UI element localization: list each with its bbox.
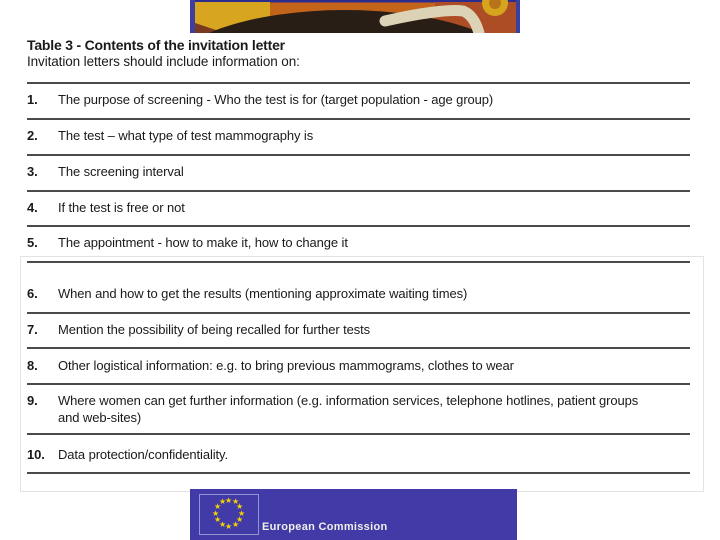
divider — [27, 118, 690, 120]
eu-star-icon: ★ — [212, 509, 220, 518]
list-item-8 — [27, 357, 703, 374]
divider — [27, 312, 690, 314]
divider — [27, 261, 690, 263]
item-number: 8. — [27, 358, 38, 373]
eu-star-icon: ★ — [214, 515, 222, 524]
european-commission-banner — [190, 489, 517, 540]
eu-star-icon: ★ — [214, 502, 222, 511]
eu-star-icon: ★ — [232, 497, 240, 506]
item-number: 4. — [27, 200, 38, 215]
list-item-6 — [27, 285, 703, 302]
eu-star-icon: ★ — [238, 509, 246, 518]
item-number: 10. — [27, 447, 45, 462]
table-subtitle: Invitation letters should include information on: — [27, 54, 300, 69]
item-text: Mention the possibility of being recalled for further tests — [58, 322, 371, 337]
list-item-9 — [27, 392, 703, 426]
divider — [27, 154, 690, 156]
item-number: 6. — [27, 286, 38, 301]
divider — [27, 347, 690, 349]
item-number: 5. — [27, 235, 38, 250]
european-commission-label: European Commission — [262, 521, 388, 533]
list-item-1 — [27, 91, 703, 108]
list-item-2 — [27, 127, 703, 144]
divider — [27, 190, 690, 192]
item-number: 1. — [27, 92, 38, 107]
item-text: If the test is free or not — [58, 200, 185, 215]
item-number: 3. — [27, 164, 38, 179]
item-text: Where women can get further information (e.g. information services, telephone hotlines, patient groups and web-sites) — [58, 393, 639, 425]
list-item-5 — [27, 234, 703, 251]
item-text: The purpose of screening - Who the test is for (target population - age group) — [58, 92, 494, 107]
item-text: Data protection/confidentiality. — [58, 447, 228, 462]
table-title: Table 3 - Contents of the invitation letter — [27, 37, 285, 53]
eu-star-icon: ★ — [236, 502, 244, 511]
item-text: Other logistical information: e.g. to bring previous mammograms, clothes to wear — [58, 358, 514, 373]
item-number: 7. — [27, 322, 38, 337]
eu-star-icon: ★ — [219, 497, 227, 506]
item-number: 9. — [27, 393, 38, 408]
cover-art-banner — [190, 0, 520, 33]
item-text: The screening interval — [58, 164, 184, 179]
item-text: The test – what type of test mammography is — [58, 128, 314, 143]
list-item-4 — [27, 199, 703, 216]
divider — [27, 472, 690, 474]
cover-art-image — [195, 0, 516, 33]
eu-star-icon: ★ — [225, 496, 233, 505]
eu-star-icon: ★ — [232, 520, 240, 529]
list-item-7 — [27, 321, 703, 338]
item-text: When and how to get the results (mentioning approximate waiting times) — [58, 286, 468, 301]
eu-star-icon: ★ — [236, 515, 244, 524]
eu-flag-icon — [199, 494, 259, 535]
divider — [27, 225, 690, 227]
eu-star-icon: ★ — [219, 520, 227, 529]
eu-star-icon: ★ — [225, 522, 233, 531]
divider — [27, 383, 690, 385]
divider — [27, 82, 690, 84]
item-text: The appointment - how to make it, how to change it — [58, 235, 348, 250]
list-item-10 — [27, 446, 703, 463]
divider — [27, 433, 690, 435]
list-item-3 — [27, 163, 703, 180]
item-number: 2. — [27, 128, 38, 143]
